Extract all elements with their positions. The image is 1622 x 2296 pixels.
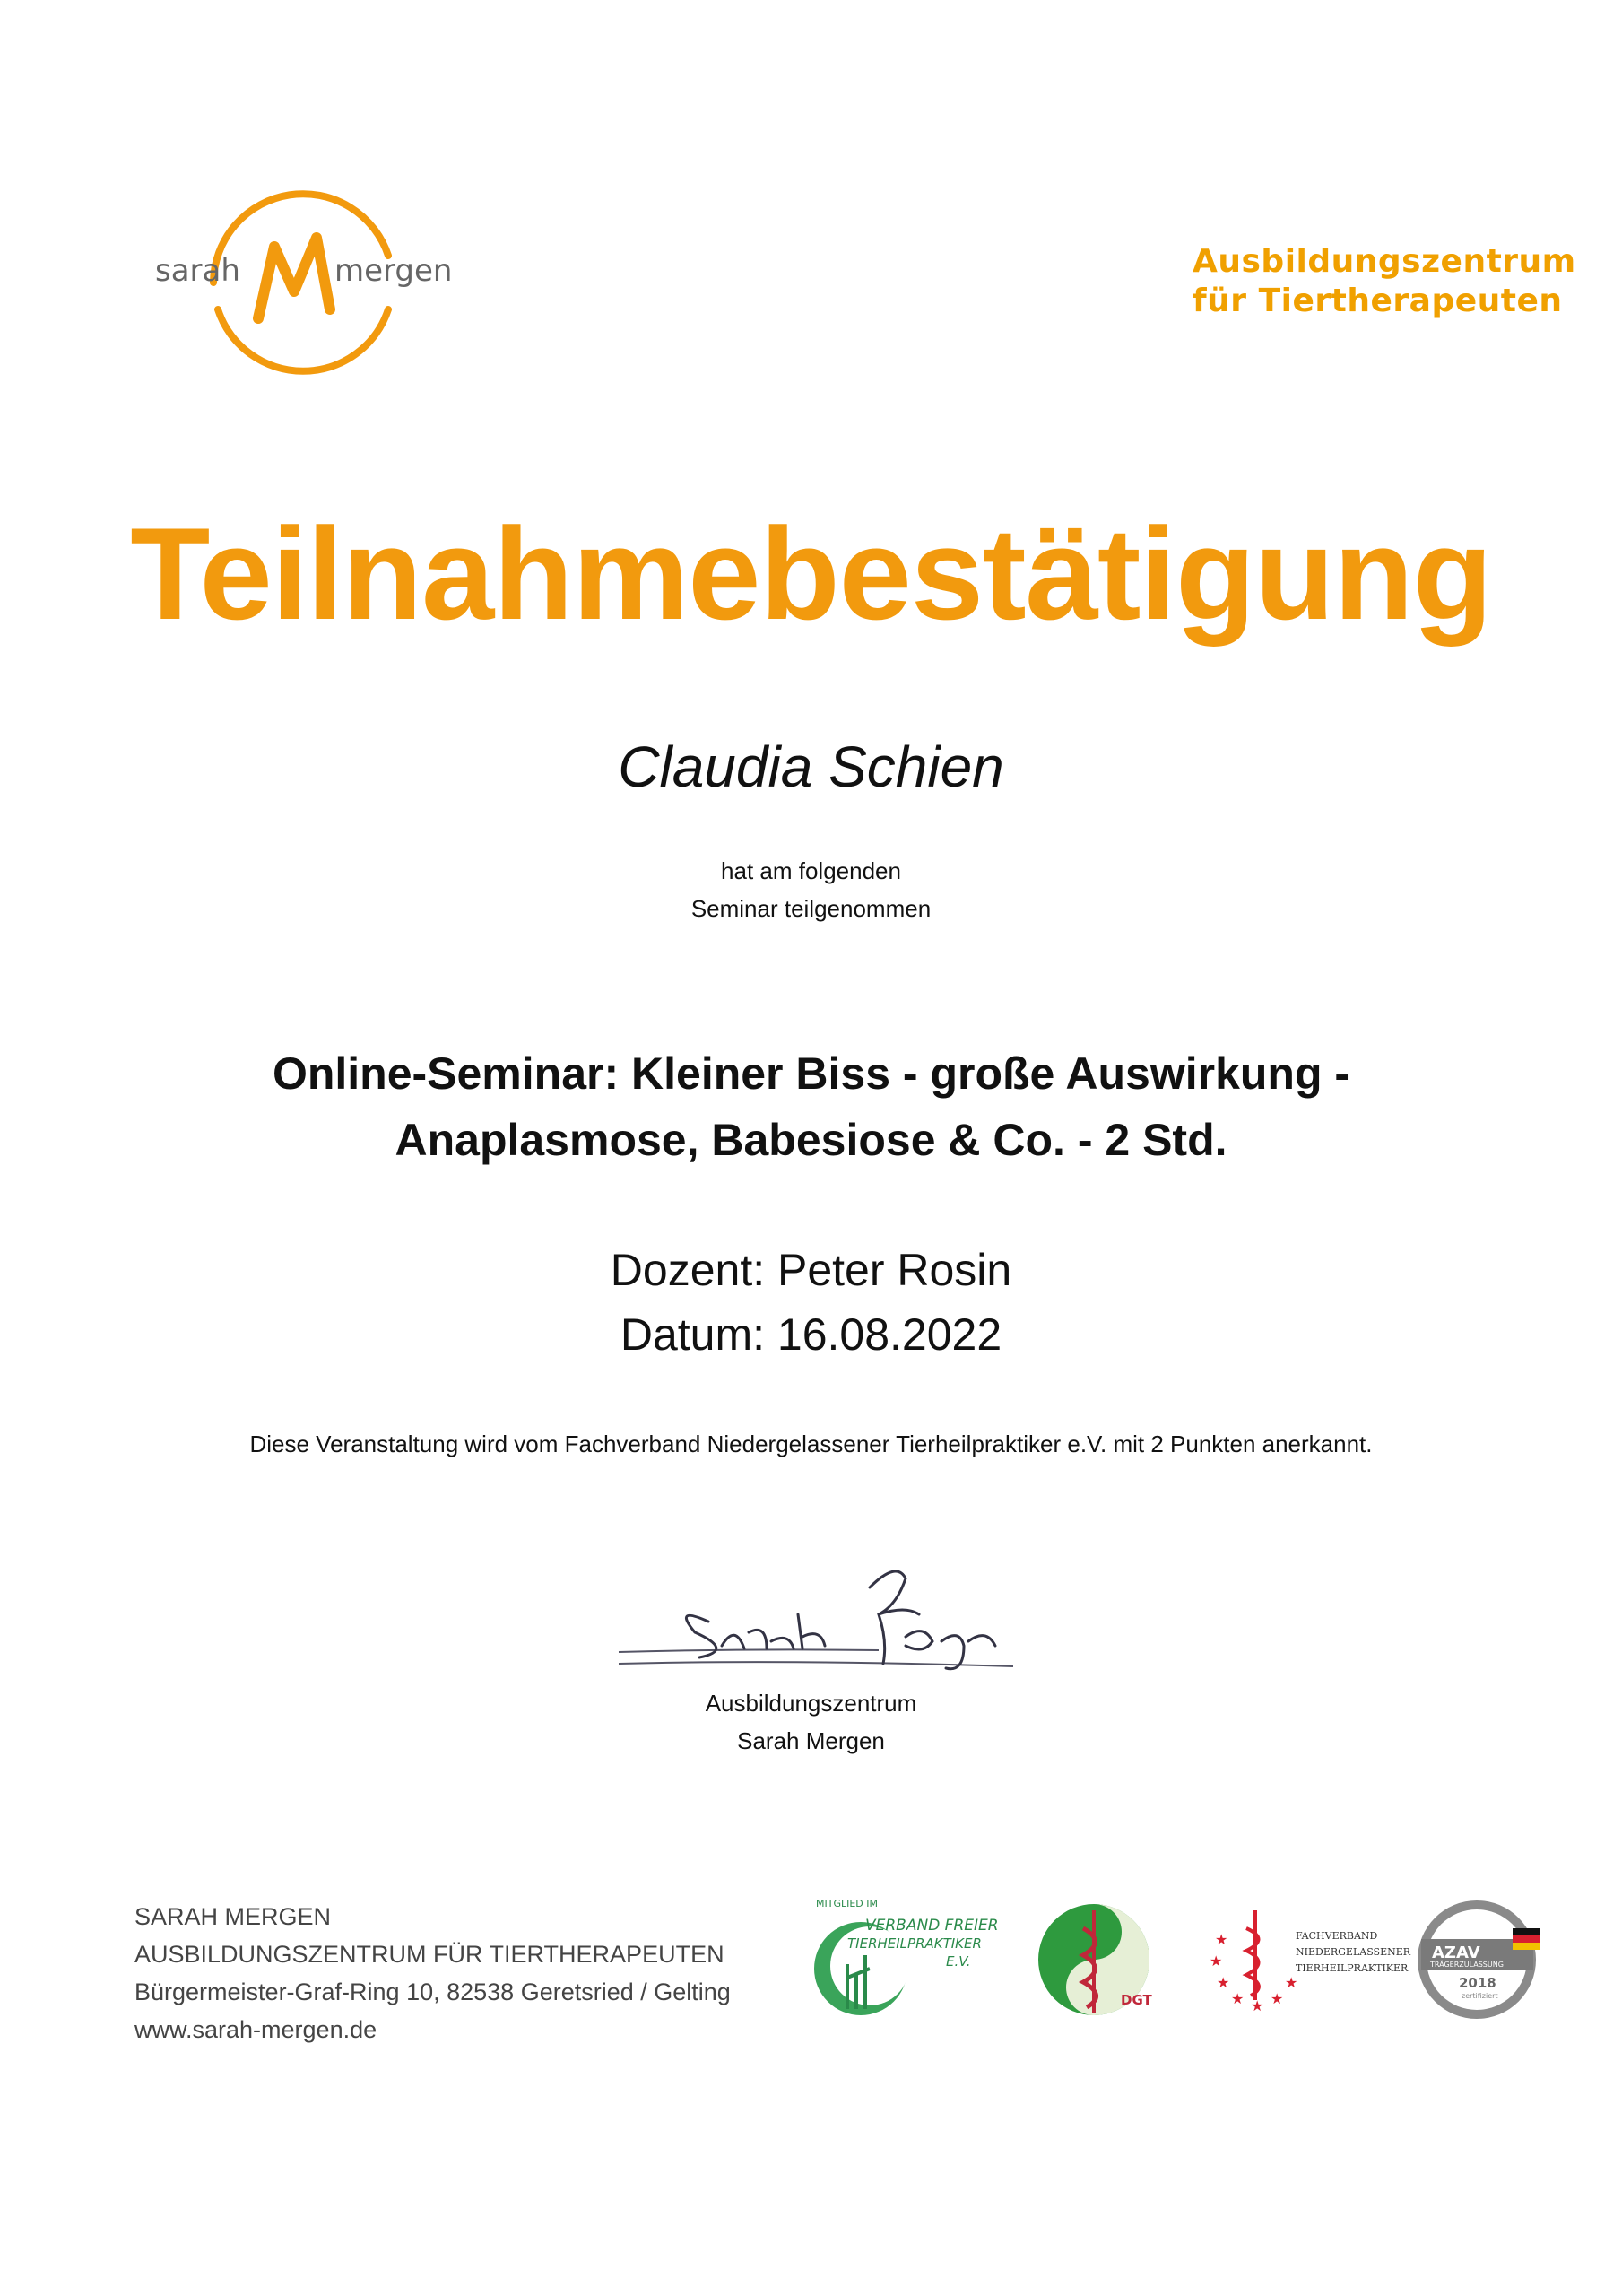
signature-org-line-1: Ausbildungszentrum [705,1690,917,1717]
participant-name: Claudia Schien [618,735,1004,799]
signature [610,1552,1022,1686]
star-icon: ★ [1231,1992,1245,2007]
azav-year: 2018 [1459,1975,1496,1991]
center-name-line-1: Ausbildungszentrum [1193,243,1576,280]
azav-cert: zertifiziert [1462,1992,1498,2000]
logo-text-mergen: mergen [334,253,453,289]
signature-org-line-2: Sarah Mergen [737,1727,885,1754]
dgt-label: DGT [1121,1992,1152,2008]
vft-top-label: MITGLIED IM [816,1898,879,1909]
intro-line-1: hat am folgenden [721,857,901,884]
sarah-mergen-logo [151,184,455,381]
star-icon: ★ [1285,1976,1298,1991]
intro-line-2: Seminar teilgenommen [690,895,932,922]
page-title: Teilnahmebestätigung [130,500,1492,647]
seminar-date: Datum: 16.08.2022 [620,1309,1002,1360]
center-name-logo [1193,242,1576,321]
vft-line-1: VERBAND FREIER [865,1917,999,1935]
azav-sub: TRÄGERZULASSUNG [1430,1961,1504,1969]
star-icon: ★ [1215,1933,1228,1948]
fnt-badge [1206,1892,1411,2027]
azav-badge [1412,1892,1547,2027]
center-name-line-2: für Tiertherapeuten [1193,283,1563,319]
vft-line-3: E.V. [946,1953,971,1970]
footer-name: SARAH MERGEN [134,1903,332,1930]
star-icon: ★ [1210,1954,1223,1970]
seminar-title-line-2: Anaplasmose, Babesiose & Co. - 2 Std. [395,1115,1227,1165]
footer-address: Bürgermeister-Graf-Ring 10, 82538 Geretsried / Gelting [134,1979,731,2005]
star-icon: ★ [1271,1992,1284,2007]
fnt-line-1: FACHVERBAND [1296,1930,1378,1942]
fnt-line-2: NIEDERGELASSENER [1296,1946,1411,1958]
dgt-badge [1031,1892,1166,2027]
vft-line-2: TIERHEILPRAKTIKER [847,1935,982,1952]
seminar-title-line-1: Online-Seminar: Kleiner Biss - große Auswirkung - [272,1048,1350,1099]
fnt-line-3: TIERHEILPRAKTIKER [1296,1962,1409,1974]
star-icon: ★ [1217,1976,1230,1991]
vft-member-badge [811,1892,999,2027]
footer-website: www.sarah-mergen.de [134,2016,377,2043]
azav-label: AZAV [1432,1944,1480,1962]
recognition-note: Diese Veranstaltung wird vom Fachverband Niedergelassener Tierheilpraktiker e.V. mit 2 Punkten anerkannt. [249,1431,1373,1457]
logo-text-sarah: sarah [155,253,240,289]
footer-center: AUSBILDUNGSZENTRUM FÜR TIERTHERAPEUTEN [134,1941,724,1968]
lecturer: Dozent: Peter Rosin [610,1245,1012,1295]
star-icon: ★ [1251,1999,1264,2014]
